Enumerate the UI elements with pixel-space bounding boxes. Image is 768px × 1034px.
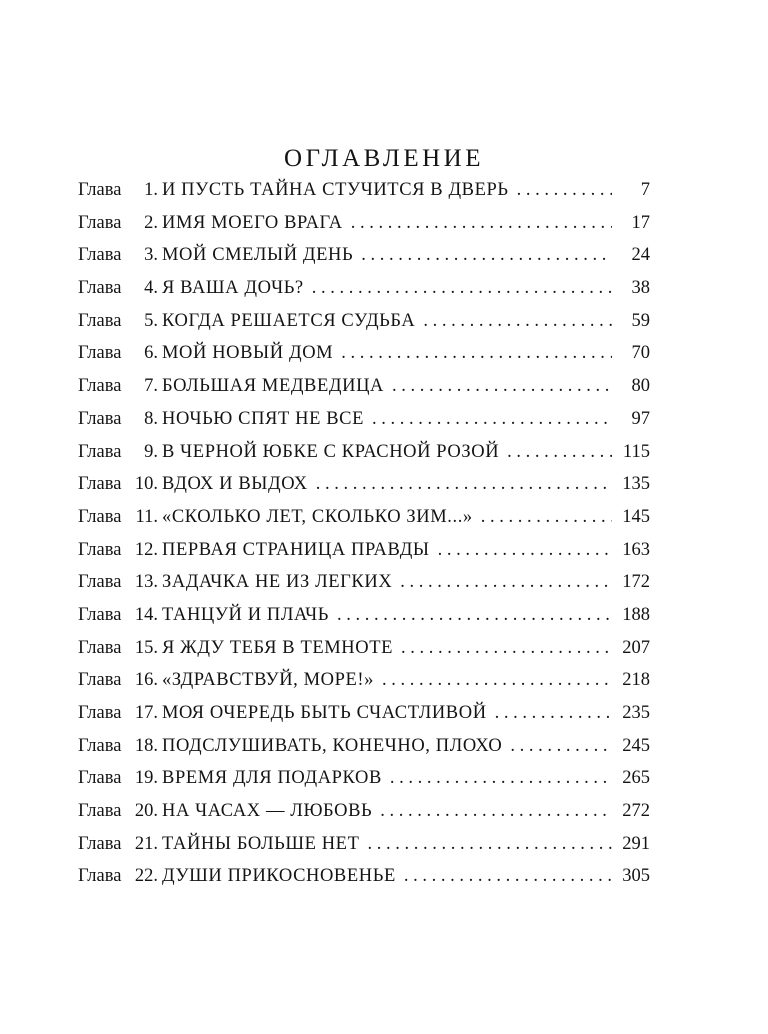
toc-entry[interactable] xyxy=(78,436,650,469)
chapter-number: 21. xyxy=(134,833,158,854)
chapter-number: 14. xyxy=(134,604,158,625)
chapter-title: «СКОЛЬКО ЛЕТ, СКОЛЬКО ЗИМ...» xyxy=(162,506,473,527)
chapter-number: 20. xyxy=(134,801,158,822)
chapter-number: 12. xyxy=(134,539,158,560)
chapter-number: 3. xyxy=(144,245,158,266)
chapter-word: Глава xyxy=(78,572,122,593)
dot-leader xyxy=(374,664,612,697)
page-number: 207 xyxy=(622,637,650,658)
chapter-title: МОЙ НОВЫЙ ДОМ xyxy=(162,343,334,364)
toc-entry[interactable] xyxy=(78,599,650,632)
chapter-number: 15. xyxy=(134,637,158,658)
page-number: 305 xyxy=(622,866,650,887)
dot-leader xyxy=(473,501,612,534)
page-number: 245 xyxy=(622,735,650,756)
toc-entry[interactable] xyxy=(78,697,650,730)
chapter-title: ТАНЦУЙ И ПЛАЧЬ xyxy=(162,604,330,625)
page-number: 272 xyxy=(622,801,650,822)
dot-leader xyxy=(396,860,612,893)
chapter-title: ПЕРВАЯ СТРАНИЦА ПРАВДЫ xyxy=(162,539,430,560)
page-number: 24 xyxy=(631,245,650,266)
page-number: 291 xyxy=(622,833,650,854)
chapter-title: «ЗДРАВСТВУЙ, МОРЕ!» xyxy=(162,670,375,691)
page-number: 218 xyxy=(622,670,650,691)
toc-entry[interactable] xyxy=(78,860,650,893)
chapter-word: Глава xyxy=(78,866,122,887)
chapter-word: Глава xyxy=(78,212,122,233)
dot-leader xyxy=(415,305,612,338)
chapter-word: Глава xyxy=(78,670,122,691)
chapter-number: 16. xyxy=(134,670,158,691)
chapter-title: Я ЖДУ ТЕБЯ В ТЕМНОТЕ xyxy=(162,637,394,658)
dot-leader xyxy=(384,370,612,403)
page-number: 188 xyxy=(622,604,650,625)
dot-leader xyxy=(487,697,612,730)
page-number: 38 xyxy=(631,278,650,299)
dot-leader xyxy=(359,828,612,861)
chapter-title: КОГДА РЕШАЕТСЯ СУДЬБА xyxy=(162,310,416,331)
chapter-number: 13. xyxy=(134,572,158,593)
dot-leader xyxy=(353,239,612,272)
dot-leader xyxy=(372,795,612,828)
dot-leader xyxy=(392,566,612,599)
dot-leader xyxy=(343,207,612,240)
chapter-title: НОЧЬЮ СПЯТ НЕ ВСЕ xyxy=(162,408,364,429)
chapter-number: 5. xyxy=(144,310,158,331)
chapter-word: Глава xyxy=(78,539,122,560)
chapter-word: Глава xyxy=(78,441,122,462)
page-number: 115 xyxy=(622,441,650,462)
chapter-title: ВРЕМЯ ДЛЯ ПОДАРКОВ xyxy=(162,768,382,789)
toc-entry[interactable] xyxy=(78,795,650,828)
chapter-number: 11. xyxy=(135,506,158,527)
page-number: 235 xyxy=(622,703,650,723)
dot-leader xyxy=(308,468,612,501)
toc-entry[interactable] xyxy=(78,566,650,599)
page-number: 59 xyxy=(631,310,650,331)
chapter-title: ПОДСЛУШИВАТЬ, КОНЕЧНО, ПЛОХО xyxy=(162,735,503,756)
chapter-title: И ПУСТЬ ТАЙНА СТУЧИТСЯ В ДВЕРЬ xyxy=(162,180,509,200)
toc-entry[interactable] xyxy=(78,632,650,665)
chapter-title: ЗАДАЧКА НЕ ИЗ ЛЕГКИХ xyxy=(162,572,393,593)
toc-entry[interactable] xyxy=(78,207,650,240)
chapter-number: 9. xyxy=(144,441,158,462)
chapter-title: ВДОХ И ВЫДОХ xyxy=(162,474,308,495)
chapter-word: Глава xyxy=(78,310,122,331)
page-number: 265 xyxy=(622,768,650,789)
toc-entry[interactable] xyxy=(78,468,650,501)
dot-leader xyxy=(382,762,612,795)
chapter-number: 1. xyxy=(144,180,158,200)
chapter-number: 8. xyxy=(144,408,158,429)
toc-entry[interactable] xyxy=(78,828,650,861)
chapter-title: НА ЧАСАХ — ЛЮБОВЬ xyxy=(162,801,373,822)
chapter-word: Глава xyxy=(78,376,122,397)
chapter-word: Глава xyxy=(78,703,122,723)
dot-leader xyxy=(430,534,612,567)
chapter-title: ДУШИ ПРИКОСНОВЕНЬЕ xyxy=(162,866,396,887)
chapter-number: 22. xyxy=(134,866,158,887)
dot-leader xyxy=(304,272,612,305)
page-number: 70 xyxy=(631,343,650,364)
dot-leader xyxy=(393,632,612,665)
page-number: 7 xyxy=(640,180,650,200)
chapter-word: Глава xyxy=(78,343,122,364)
dot-leader xyxy=(509,174,612,207)
page-number: 97 xyxy=(631,408,650,429)
page-number: 163 xyxy=(622,539,650,560)
toc-entry[interactable] xyxy=(78,337,650,370)
toc-entry[interactable] xyxy=(78,664,650,697)
chapter-number: 4. xyxy=(144,278,158,299)
page-number: 80 xyxy=(631,376,650,397)
chapter-number: 7. xyxy=(144,376,158,397)
toc-entry[interactable] xyxy=(78,730,650,763)
chapter-title: Я ВАША ДОЧЬ? xyxy=(162,278,304,299)
toc-entry[interactable] xyxy=(78,239,650,272)
page-title: ОГЛАВЛЕНИЕ xyxy=(284,144,484,172)
chapter-number: 18. xyxy=(134,735,158,756)
chapter-word: Глава xyxy=(78,637,122,658)
chapter-title: В ЧЕРНОЙ ЮБКЕ С КРАСНОЙ РОЗОЙ xyxy=(162,441,500,462)
dot-leader xyxy=(364,403,612,436)
chapter-title: БОЛЬШАЯ МЕДВЕДИЦА xyxy=(162,376,385,397)
chapter-word: Глава xyxy=(78,833,122,854)
dot-leader xyxy=(499,436,612,469)
chapter-word: Глава xyxy=(78,245,122,266)
toc-entry[interactable] xyxy=(78,272,650,305)
chapter-number: 10. xyxy=(134,474,158,495)
chapter-word: Глава xyxy=(78,604,122,625)
dot-leader xyxy=(333,337,612,370)
chapter-number: 17. xyxy=(134,703,158,723)
chapter-word: Глава xyxy=(78,474,122,495)
chapter-word: Глава xyxy=(78,801,122,822)
chapter-title: ТАЙНЫ БОЛЬШЕ НЕТ xyxy=(162,833,360,854)
toc-entry[interactable] xyxy=(78,501,650,534)
chapter-word: Глава xyxy=(78,735,122,756)
toc-entry[interactable] xyxy=(78,534,650,567)
dot-leader xyxy=(329,599,612,632)
dot-leader xyxy=(502,730,612,763)
chapter-word: Глава xyxy=(78,180,122,200)
page-number: 172 xyxy=(622,572,650,593)
toc-entry[interactable] xyxy=(78,174,650,207)
toc-entry[interactable] xyxy=(78,762,650,795)
chapter-number: 2. xyxy=(144,212,158,233)
toc-entry[interactable] xyxy=(78,305,650,338)
chapter-word: Глава xyxy=(78,506,122,527)
page-number: 145 xyxy=(622,506,650,527)
chapter-number: 19. xyxy=(134,768,158,789)
chapter-title: МОЯ ОЧЕРЕДЬ БЫТЬ СЧАСТЛИВОЙ xyxy=(162,703,487,723)
chapter-title: МОЙ СМЕЛЫЙ ДЕНЬ xyxy=(162,245,354,266)
toc-entry[interactable] xyxy=(78,370,650,403)
chapter-word: Глава xyxy=(78,408,122,429)
chapter-number: 6. xyxy=(144,343,158,364)
chapter-word: Глава xyxy=(78,278,122,299)
page-number: 135 xyxy=(622,474,650,495)
toc-entry[interactable] xyxy=(78,403,650,436)
table-of-contents xyxy=(78,174,650,893)
chapter-word: Глава xyxy=(78,768,122,789)
page-number: 17 xyxy=(631,212,650,233)
chapter-title: ИМЯ МОЕГО ВРАГА xyxy=(162,212,343,233)
